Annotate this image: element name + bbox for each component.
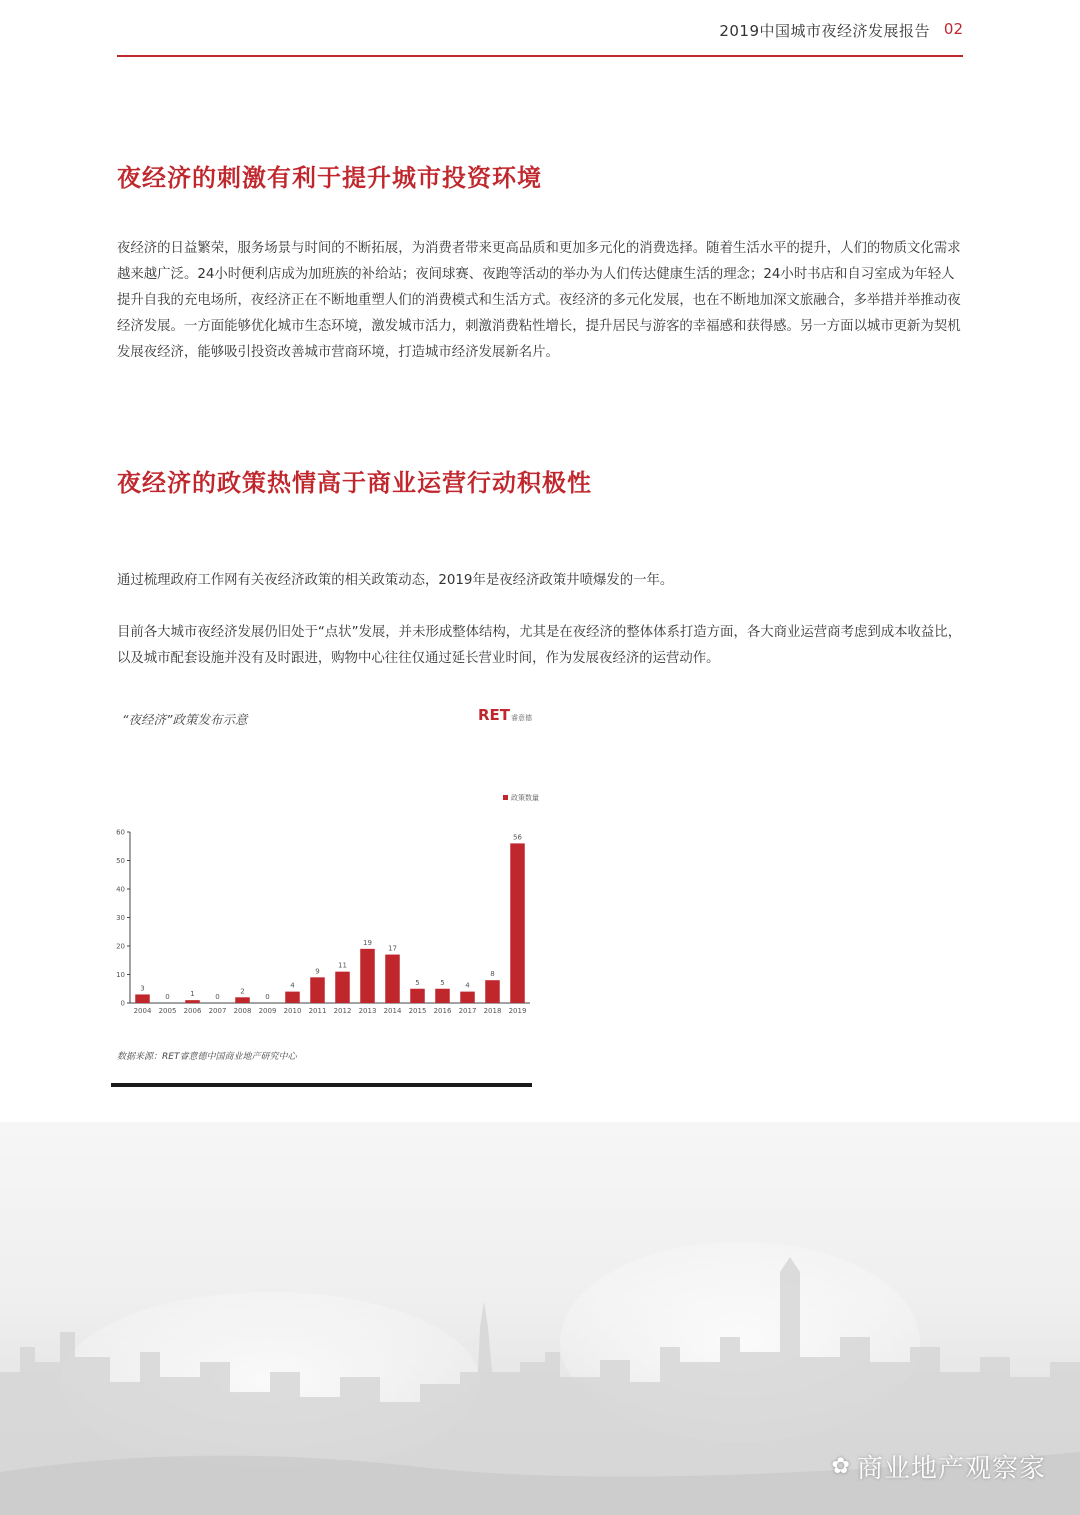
y-tick-label: 60 (116, 828, 125, 837)
x-tick-label: 2014 (383, 1007, 402, 1015)
y-tick-label: 0 (120, 999, 125, 1008)
x-tick-label: 2017 (458, 1007, 477, 1015)
y-tick-label: 20 (116, 942, 125, 951)
x-tick-label: 2015 (408, 1007, 427, 1015)
x-tick-label: 2005 (158, 1007, 177, 1015)
x-tick-label: 2010 (283, 1007, 302, 1015)
wechat-icon: ✿ (831, 1454, 851, 1479)
x-tick-label: 2012 (333, 1007, 352, 1015)
section-heading-investment: 夜经济的刺激有利于提升城市投资环境 (117, 164, 542, 192)
bar-2016 (435, 989, 450, 1003)
report-title: 2019中国城市夜经济发展报告 (719, 22, 930, 40)
section-paragraph-investment: 夜经济的日益繁荣，服务场景与时间的不断拓展，为消费者带来更高品质和更加多元化的消费选择。随着生活水平的提升，人们的物质文化需求越来越广泛。24小时便利店成为加班族的补给站；夜间球赛、夜跑等活动的举办为人们传达健康生活的理念；24小时书店和自习室成为年轻人提升自我的充电场所，夜经济正在不断地重塑人们的消费模式和生活方式。夜经济的多元化发展，也在不断地加深文旅融合，多举措并举推动夜经济发展。一方面能够优化城市生态环境，激发城市活力，刺激消费粘性增长，提升居民与游客的幸福感和获得感。另一方面以城市更新为契机发展夜经济，能够吸引投资改善城市营商环境，打造城市经济发展新名片。 (117, 241, 961, 360)
page-number: 02 (943, 20, 963, 38)
y-tick-label: 10 (116, 971, 125, 979)
header-divider (117, 55, 963, 57)
logo-text: RET (478, 706, 511, 724)
x-tick-label: 2004 (133, 1007, 152, 1015)
data-label-2007: 0 (215, 993, 220, 1001)
bar-2012 (335, 972, 350, 1003)
chart-source: 数据来源：RET睿意德中国商业地产研究中心 (117, 1052, 297, 1062)
chart-legend (503, 793, 539, 802)
legend-label: 政策数量 (511, 794, 539, 802)
data-label-2014: 17 (388, 944, 397, 953)
bar-2017 (460, 992, 475, 1003)
x-tick-label: 2019 (508, 1007, 527, 1015)
data-label-2011: 9 (315, 967, 320, 976)
watermark-text: 商业地产观察家 (856, 1454, 1046, 1484)
data-label-2004: 3 (140, 984, 145, 993)
wechat-watermark (832, 1448, 1046, 1485)
section-heading-policy: 夜经济的政策热情高于商业运营行动积极性 (117, 469, 592, 497)
bar-2010 (285, 992, 300, 1003)
bar-2015 (410, 989, 425, 1003)
x-tick-label: 2007 (208, 1007, 227, 1015)
y-tick-label: 30 (116, 914, 125, 922)
policy-bar-chart (108, 780, 558, 1030)
x-tick-label: 2016 (433, 1007, 452, 1015)
city-night-photo (0, 1122, 1080, 1515)
y-tick-label: 50 (116, 857, 125, 865)
bar-2018 (485, 980, 500, 1003)
data-label-2005: 0 (165, 993, 170, 1001)
x-tick-label: 2013 (358, 1007, 377, 1015)
data-label-2016: 5 (440, 978, 445, 987)
bar-2019 (510, 843, 525, 1003)
data-label-2009: 0 (265, 993, 270, 1001)
data-label-2012: 11 (338, 961, 347, 970)
data-label-2015: 5 (415, 978, 420, 987)
data-label-2017: 4 (465, 981, 470, 990)
ret-logo (478, 706, 532, 724)
y-tick-label: 40 (116, 885, 125, 894)
chart-title: “夜经济”政策发布示意 (122, 712, 248, 727)
bar-2006 (185, 1000, 200, 1003)
x-tick-label: 2006 (183, 1007, 202, 1015)
x-tick-label: 2008 (233, 1007, 252, 1015)
legend-swatch (503, 795, 508, 800)
data-label-2008: 2 (240, 987, 245, 996)
logo-subtext: 睿意德 (511, 714, 533, 722)
section-paragraph-policy-intro: 通过梳理政府工作网有关夜经济政策的相关政策动态，2019年是夜经济政策井喷爆发的一年。 (117, 573, 674, 588)
bar-2008 (235, 997, 250, 1003)
bar-2004 (135, 994, 150, 1003)
x-tick-label: 2018 (483, 1007, 502, 1015)
data-label-2019: 56 (513, 833, 522, 842)
data-label-2018: 8 (490, 970, 495, 979)
data-label-2006: 1 (190, 990, 195, 999)
data-label-2013: 19 (363, 938, 372, 947)
chart-bottom-rule (111, 1083, 532, 1087)
data-label-2010: 4 (290, 981, 295, 990)
section-paragraph-policy-detail: 目前各大城市夜经济发展仍旧处于“点状”发展，并未形成整体结构，尤其是在夜经济的整体体系打造方面，各大商业运营商考虑到成本收益比，以及城市配套设施并没有及时跟进，购物中心往往仅通过延长营业时间，作为发展夜经济的运营动作。 (117, 625, 962, 666)
bar-2014 (385, 955, 400, 1003)
x-tick-label: 2009 (258, 1007, 277, 1015)
bar-2013 (360, 949, 375, 1003)
bar-2011 (310, 977, 325, 1003)
x-tick-label: 2011 (308, 1007, 327, 1015)
